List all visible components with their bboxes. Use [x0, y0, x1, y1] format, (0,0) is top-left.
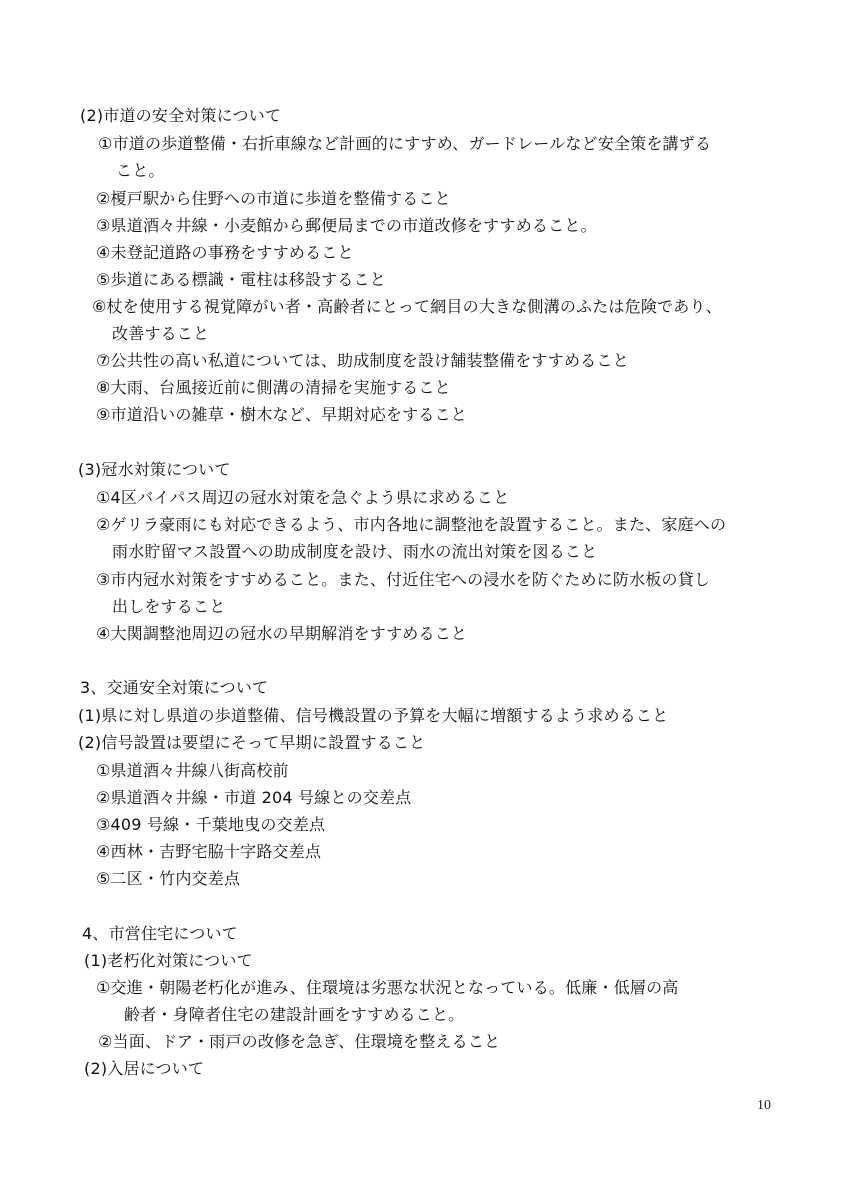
list-item: (1)県に対し県道の歩道整備、信号機設置の予算を大幅に増額するよう求めること: [78, 706, 669, 725]
list-item-continuation: 齢者・身障者住宅の建設計画をすすめること。: [124, 1005, 465, 1024]
section-heading-traffic: 3、交通安全対策について: [80, 678, 269, 697]
section-heading-flood: (3)冠水対策について: [78, 460, 231, 479]
list-item: ①県道酒々井線八街高校前: [96, 761, 289, 780]
list-item: ③県道酒々井線・小麦館から郵便局までの市道改修をすすめること。: [96, 216, 597, 235]
list-item: ②当面、ドア・雨戸の改修を急ぎ、住環境を整えること: [98, 1032, 501, 1051]
list-item-continuation: こと。: [116, 161, 165, 180]
list-item: ②ゲリラ豪雨にも対応できるよう、市内各地に調整池を設置すること。また、家庭への: [96, 515, 727, 534]
list-item: ⑤二区・竹内交差点: [96, 869, 241, 888]
section-heading-road-safety: (2)市道の安全対策について: [80, 106, 282, 125]
list-item: ③市内冠水対策をすすめること。また、付近住宅への浸水を防ぐために防水板の貸し: [96, 570, 711, 589]
list-item: ④未登記道路の事務をすすめること: [96, 243, 354, 262]
list-item: (2)信号設置は要望にそって早期に設置すること: [78, 733, 426, 752]
list-item: ⑦公共性の高い私道については、助成制度を設け舗装整備をすすめること: [96, 351, 629, 370]
list-item: (1)老朽化対策について: [84, 951, 253, 970]
list-item: ⑤歩道にある標識・電柱は移設すること: [96, 270, 386, 289]
list-item: ①市道の歩道整備・右折車線など計画的にすすめ、ガードレールなど安全策を講ずる: [98, 134, 712, 153]
list-item: ④大関調整池周辺の冠水の早期解消をすすめること: [96, 624, 468, 643]
list-item: ②県道酒々井線・市道 204 号線との交差点: [96, 788, 412, 807]
list-item: ④西林・吉野宅脇十字路交差点: [96, 842, 322, 861]
list-item: ③409 号線・千葉地曳の交差点: [96, 815, 326, 834]
list-item: ①交進・朝陽老朽化が進み、住環境は劣悪な状況となっている。低廉・低層の高: [96, 978, 679, 997]
section-heading-housing: 4、市営住宅について: [82, 924, 238, 943]
list-item: ⑨市道沿いの雑草・樹木など、早期対応をすること: [96, 405, 467, 424]
list-item: ⑥杖を使用する視覚障がい者・高齢者にとって網目の大きな側溝のふたは危険であり、: [92, 297, 722, 316]
list-item-continuation: 出しをすること: [112, 597, 226, 616]
list-item: ⑧大雨、台風接近前に側溝の清掃を実施すること: [96, 378, 451, 397]
list-item: ②榎戸駅から住野への市道に歩道を整備すること: [96, 189, 451, 208]
list-item-continuation: 改善すること: [112, 324, 210, 343]
list-item-continuation: 雨水貯留マス設置への助成制度を設け、雨水の流出対策を図ること: [112, 542, 598, 561]
list-item: (2)入居について: [84, 1059, 205, 1078]
page-number: 10: [757, 1098, 771, 1113]
list-item: ①4区バイパス周辺の冠水対策を急ぐよう県に求めること: [96, 488, 510, 507]
